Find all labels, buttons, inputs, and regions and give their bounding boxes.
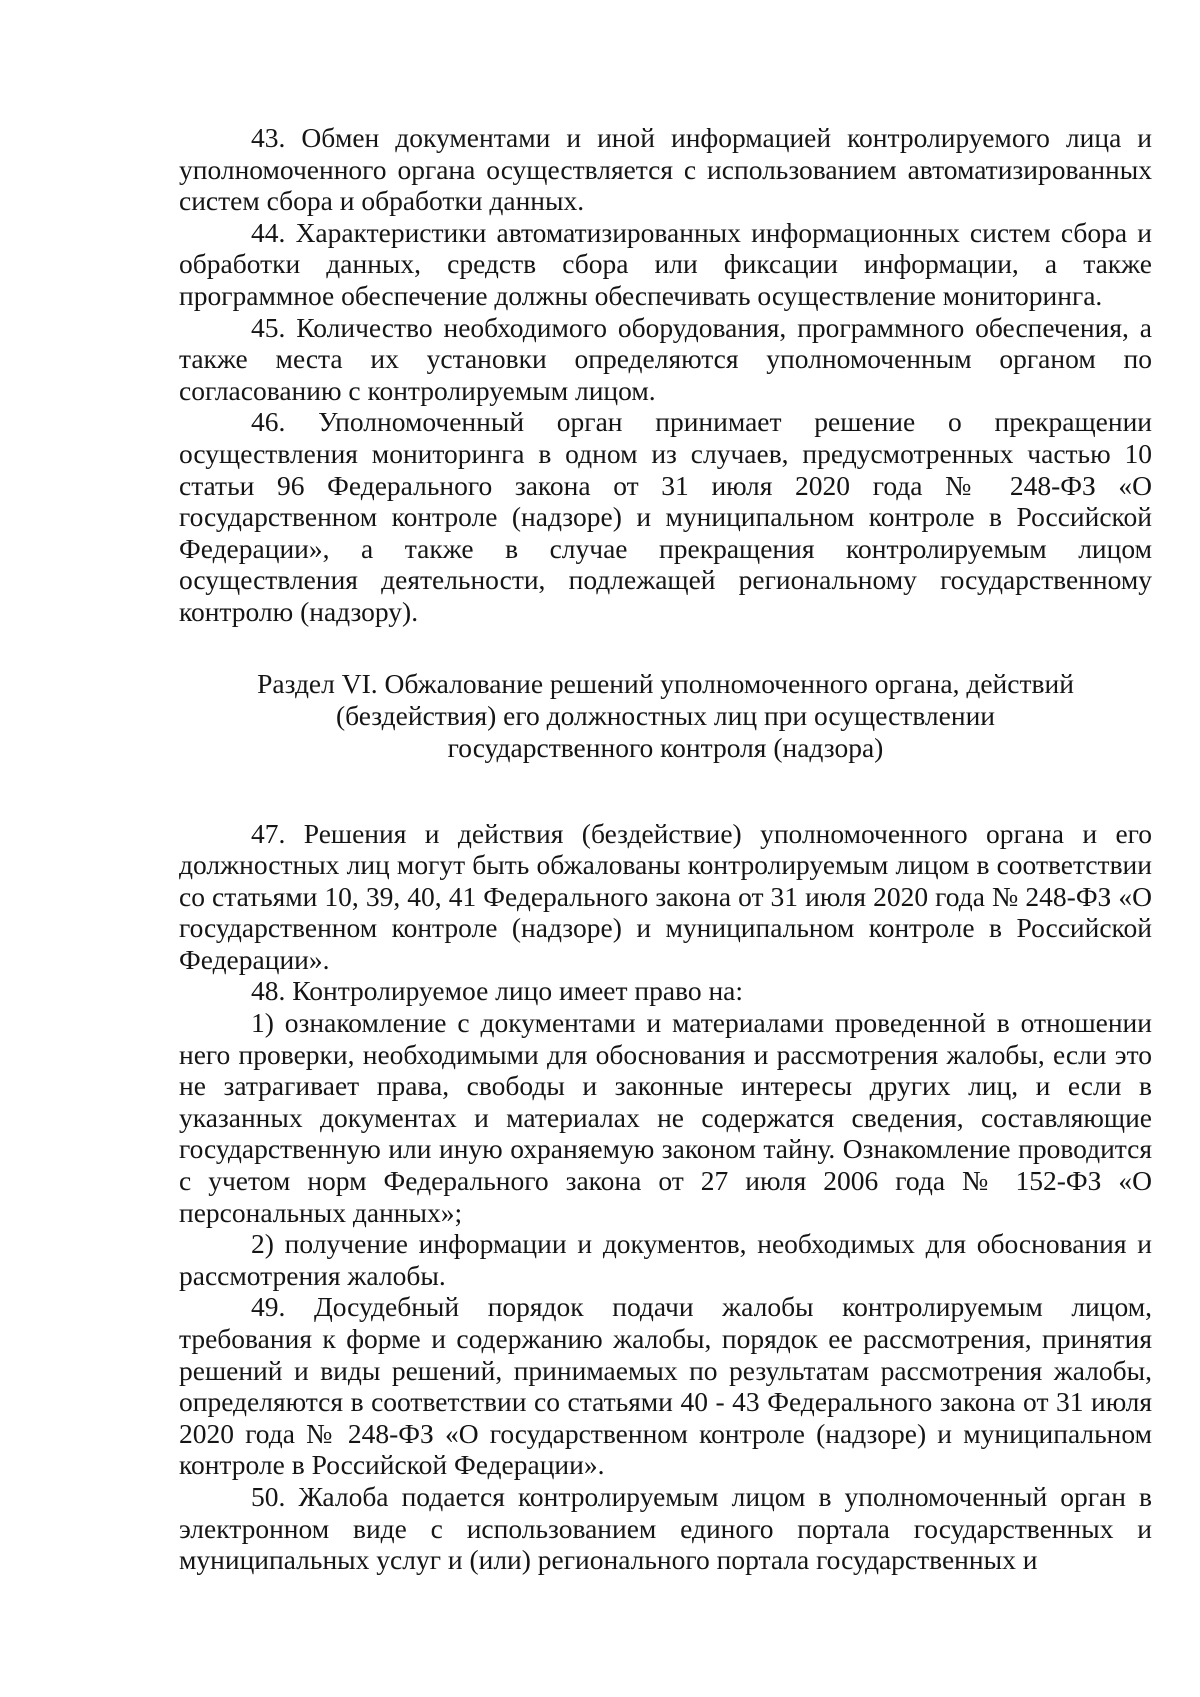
section-heading [179, 668, 1152, 764]
paragraph-45: 45. Количество необходимого оборудования, программного обеспечения, а также места их установки определяются уполномоченным органом по согласованию с контролируемым лицом. [179, 311, 1152, 406]
document-body [179, 122, 1152, 1576]
list-item-1: 1) ознакомление с документами и материалами проведенной в отношении него проверки, необходимыми для обоснования и рассмотрения жалобы, если это не затрагивает права, свободы и законные интересы других лиц, и если в указанных документах и материалах не содержатся сведения, составляющие государственную или иную охраняемую законом тайну. Ознакомление проводится с учетом норм Федерального закона от 27 июля 2006 года № 152-ФЗ «О персональных данных»; [179, 1007, 1152, 1228]
section-heading-line-1: Раздел VI. Обжалование решений уполномоченного органа, действий [257, 667, 1074, 699]
section-heading-line-3: государственного контроля (надзора) [447, 731, 884, 763]
paragraph-43: 43. Обмен документами и иной информацией контролируемого лица и уполномоченного органа осуществляется с использованием автоматизированных систем сбора и обработки данных. [179, 122, 1152, 217]
paragraph-44: 44. Характеристики автоматизированных информационных систем сбора и обработки данных, средств сбора или фиксации информации, а также программное обеспечение должны обеспечивать осуществление мониторинга. [179, 216, 1152, 311]
list-item-2: 2) получение информации и документов, необходимых для обоснования и рассмотрения жалобы. [179, 1228, 1152, 1291]
paragraph-47: 47. Решения и действия (бездействие) уполномоченного органа и его должностных лиц могут быть обжалованы контролируемым лицом в соответствии со статьями 10, 39, 40, 41 Федерального закона от 31 июля 2020 года № 248-ФЗ «О государственном контроле (надзоре) и муниципальном контроле в Российской Федерации». [179, 817, 1152, 975]
section-heading-line-2: (бездействия) его должностных лиц при осуществлении [335, 699, 996, 731]
paragraph-48: 48. Контролируемое лицо имеет право на: [251, 975, 744, 1007]
paragraph-50: 50. Жалоба подается контролируемым лицом в уполномоченный орган в электронном виде с использованием единого портала государственных и муниципальных услуг и (или) регионального портала государственных и [179, 1480, 1152, 1576]
paragraph-49: 49. Досудебный порядок подачи жалобы контролируемым лицом, требования к форме и содержанию жалобы, порядок ее рассмотрения, принятия решений и виды решений, принимаемых по результатам рассмотрения жалобы, определяются в соответствии со статьями 40 - 43 Федерального закона от 31 июля 2020 года № 248-ФЗ «О государственном контроле (надзоре) и муниципальном контроле в Российской Федерации». [179, 1291, 1152, 1481]
paragraph-46: 46. Уполномоченный орган принимает решение о прекращении осуществления мониторинга в одном из случаев, предусмотренных частью 10 статьи 96 Федерального закона от 31 июля 2020 года № 248-ФЗ «О государственном контроле (надзоре) и муниципальном контроле в Российской Федерации», а также в случае прекращения контролируемым лицом осуществления деятельности, подлежащей региональному государственному контролю (надзору). [179, 406, 1152, 627]
